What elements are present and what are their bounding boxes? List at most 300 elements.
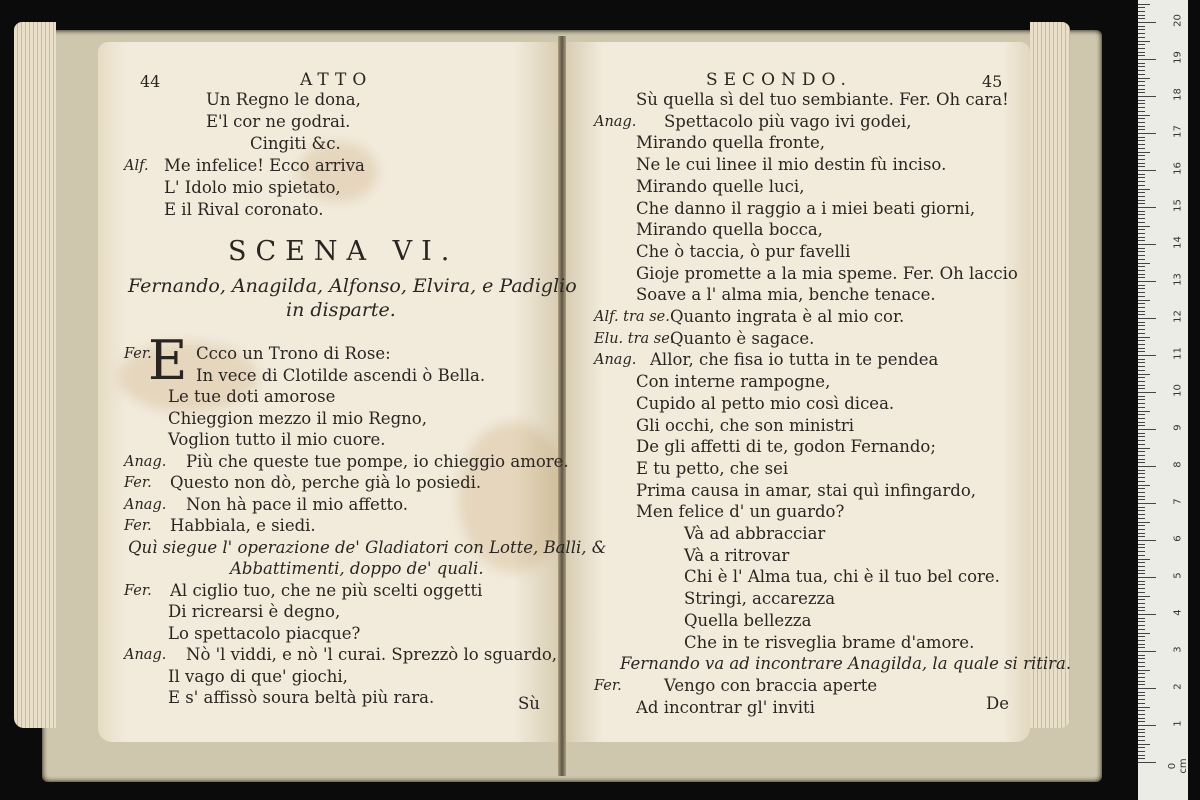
ruler-tick xyxy=(1138,85,1145,86)
ruler-tick xyxy=(1138,547,1145,548)
ruler-tick xyxy=(1138,536,1145,537)
verse-line: Quella bellezza xyxy=(684,610,812,630)
ruler-tick xyxy=(1138,362,1145,363)
ruler-tick xyxy=(1138,270,1145,271)
ruler-tick xyxy=(1138,259,1145,260)
ruler-tick xyxy=(1138,736,1145,737)
ruler-tick xyxy=(1138,566,1145,567)
ruler-tick xyxy=(1138,755,1145,756)
speaker-label: Anag. xyxy=(594,352,637,369)
ruler-tick xyxy=(1138,629,1145,630)
ruler-tick xyxy=(1138,710,1145,711)
verse-line: Il vago di que' giochi, xyxy=(168,666,348,686)
ruler-tick xyxy=(1138,359,1145,360)
ruler-tick xyxy=(1138,618,1145,619)
scene-title: SCENA VI. xyxy=(228,236,459,267)
ruler-tick xyxy=(1138,721,1145,722)
ruler-tick xyxy=(1138,155,1145,156)
ruler-tick xyxy=(1138,66,1145,67)
verse-line: Mirando quella fronte, xyxy=(636,133,826,153)
ruler-tick xyxy=(1138,559,1150,560)
ruler-tick xyxy=(1138,577,1156,578)
verse-line: Di ricrearsi è degno, xyxy=(168,602,341,621)
ruler-tick xyxy=(1138,377,1145,378)
ruler-tick xyxy=(1138,78,1150,79)
ruler-tick xyxy=(1138,418,1145,419)
ruler-tick xyxy=(1138,263,1150,264)
ruler-tick xyxy=(1138,189,1150,190)
verse-line: Sù quella sì del tuo sembiante. Fer. Oh cara! xyxy=(636,90,1009,109)
ruler-tick xyxy=(1138,592,1145,593)
ruler-tick xyxy=(1138,758,1145,759)
ruler-tick xyxy=(1138,207,1156,208)
ruler-tick xyxy=(1138,7,1145,8)
ruler-number: 4 xyxy=(1172,609,1184,616)
ruler-tick xyxy=(1138,596,1150,597)
ruler-tick xyxy=(1138,185,1145,186)
ruler-tick xyxy=(1138,533,1145,534)
ruler-number: 6 xyxy=(1172,535,1184,542)
ruler-tick xyxy=(1138,433,1145,434)
ruler-tick xyxy=(1138,551,1145,552)
ruler-tick xyxy=(1138,163,1145,164)
verse-line: Quanto ingrata è al mio cor. xyxy=(670,307,905,326)
verse-line: Chieggion mezzo il mio Regno, xyxy=(168,408,427,428)
ruler-tick xyxy=(1138,89,1145,90)
ruler-tick xyxy=(1138,333,1145,334)
ruler-tick xyxy=(1138,459,1145,460)
ruler-tick xyxy=(1138,644,1145,645)
ruler-tick xyxy=(1138,614,1156,615)
ruler-tick xyxy=(1138,166,1145,167)
ruler-tick xyxy=(1138,584,1145,585)
verse-line: Vengo con braccia aperte xyxy=(664,675,878,695)
ruler-tick xyxy=(1138,126,1145,127)
verse-line: Chi è l' Alma tua, chi è il tuo bel core. xyxy=(684,567,1000,587)
ruler-tick xyxy=(1138,481,1145,482)
ruler-number: 13 xyxy=(1172,273,1184,286)
speaker-label: Anag. xyxy=(594,113,637,130)
ruler-tick xyxy=(1138,52,1145,53)
ruler-tick xyxy=(1138,118,1145,119)
ruler-tick xyxy=(1138,514,1145,515)
verse-line: Mirando quella bocca, xyxy=(636,220,823,240)
verse-line: E'l cor ne godrai. xyxy=(206,112,351,131)
ruler-tick xyxy=(1138,314,1145,315)
ruler-tick xyxy=(1138,573,1145,574)
ruler-number: 5 xyxy=(1172,572,1184,579)
ruler-tick xyxy=(1138,714,1145,715)
ruler-tick xyxy=(1138,762,1156,763)
ruler-tick xyxy=(1138,81,1145,82)
ruler-tick xyxy=(1138,407,1145,408)
ruler-tick xyxy=(1138,540,1156,541)
ruler-tick xyxy=(1138,137,1145,138)
ruler-tick xyxy=(1138,729,1145,730)
drop-cap: E xyxy=(148,329,188,392)
ruler-tick xyxy=(1138,15,1145,16)
ruler-tick xyxy=(1138,640,1145,641)
verse-line: Che ò taccia, ò pur favelli xyxy=(636,241,851,261)
ruler-tick xyxy=(1138,288,1145,289)
ruler-tick xyxy=(1138,692,1145,693)
ruler-tick xyxy=(1138,544,1145,545)
ruler-tick xyxy=(1138,296,1145,297)
ruler-tick xyxy=(1138,485,1150,486)
ruler-tick xyxy=(1138,681,1145,682)
verse-line: Ne le cui linee il mio destin fù inciso. xyxy=(636,155,947,175)
verse-line: Quanto è sagace. xyxy=(670,328,815,348)
verse-line: Ccco un Trono di Rose: xyxy=(196,344,391,363)
verse-line: Lo spettacolo piacque? xyxy=(168,623,361,643)
ruler-tick xyxy=(1138,414,1145,415)
ruler-tick xyxy=(1138,74,1145,75)
ruler-tick xyxy=(1138,499,1145,500)
ruler-tick xyxy=(1138,718,1145,719)
verse-line: Gli occhi, che son ministri xyxy=(636,415,855,435)
ruler-tick xyxy=(1138,518,1145,519)
ruler-tick xyxy=(1138,666,1145,667)
ruler-number: 15 xyxy=(1172,199,1184,212)
ruler-tick xyxy=(1138,503,1156,504)
ruler-tick xyxy=(1138,103,1145,104)
verse-line: Questo non dò, perche già lo posiedi. xyxy=(170,473,482,492)
ruler-tick xyxy=(1138,300,1150,301)
verse-line: Gioje promette a la mia speme. Fer. Oh laccio xyxy=(636,263,1018,283)
page-number-left: 44 xyxy=(140,72,161,91)
ruler-tick xyxy=(1138,699,1145,700)
speaker-label: Anag. xyxy=(124,453,167,470)
ruler-tick xyxy=(1138,29,1145,30)
verse-line: Abbattimenti, doppo de' quali. xyxy=(230,559,484,578)
ruler-tick xyxy=(1138,329,1145,330)
ruler-tick xyxy=(1138,274,1145,275)
verse-line: Al ciglio tuo, che ne più scelti oggetti xyxy=(170,580,483,600)
ruler-tick xyxy=(1138,370,1145,371)
ruler-number: 2 xyxy=(1172,683,1184,690)
ruler-tick xyxy=(1138,248,1145,249)
ruler-tick xyxy=(1138,174,1145,175)
ruler-tick xyxy=(1138,218,1145,219)
ruler-tick xyxy=(1138,603,1145,604)
ruler-tick xyxy=(1138,610,1145,611)
ruler-tick xyxy=(1138,70,1145,71)
ruler-number: 14 xyxy=(1172,236,1184,249)
ruler-tick xyxy=(1138,655,1145,656)
ruler-tick xyxy=(1138,751,1145,752)
page-number-right: 45 xyxy=(982,72,1003,91)
ruler-tick xyxy=(1138,144,1145,145)
ruler-number: 12 xyxy=(1172,310,1184,323)
ruler-tick xyxy=(1138,436,1145,437)
ruler-tick xyxy=(1138,122,1145,123)
ruler-tick xyxy=(1138,684,1145,685)
ruler-tick xyxy=(1138,152,1150,153)
ruler-tick xyxy=(1138,607,1145,608)
verse-line: Me infelice! Ecco arriva xyxy=(164,156,365,175)
ruler-tick xyxy=(1138,688,1156,689)
verse-line: Mirando quelle luci, xyxy=(636,176,805,196)
ruler-tick xyxy=(1138,385,1145,386)
ruler-tick xyxy=(1138,455,1145,456)
verse-line: Soave a l' alma mia, benche tenace. xyxy=(636,285,936,305)
ruler-number: 7 xyxy=(1172,498,1184,505)
ruler-number: 11 xyxy=(1172,347,1184,360)
ruler-tick xyxy=(1138,22,1156,23)
ruler-tick xyxy=(1138,340,1145,341)
ruler-tick xyxy=(1138,229,1145,230)
ruler-tick xyxy=(1138,211,1145,212)
ruler-tick xyxy=(1138,510,1145,511)
ruler-tick xyxy=(1138,181,1145,182)
running-head-right: SECONDO. xyxy=(706,70,852,90)
speaker-label: Fer. xyxy=(124,346,152,362)
ruler-tick xyxy=(1138,374,1150,375)
ruler-tick xyxy=(1138,451,1145,452)
ruler-tick xyxy=(1138,677,1145,678)
verse-line: Habbiala, e siedi. xyxy=(170,516,316,535)
verse-line: E s' affissò soura beltà più rara. xyxy=(168,688,435,707)
verse-line: Và a ritrovar xyxy=(684,545,790,565)
ruler-tick xyxy=(1138,658,1145,659)
ruler-tick xyxy=(1138,277,1145,278)
ruler-tick xyxy=(1138,11,1145,12)
ruler-tick xyxy=(1138,37,1145,38)
ruler-tick xyxy=(1138,507,1145,508)
speaker-label: Alf. xyxy=(124,158,149,174)
verse-line: E il Rival coronato. xyxy=(164,200,324,219)
right-page-edges xyxy=(1030,22,1070,728)
ruler-tick xyxy=(1138,200,1145,201)
verse-line: Con interne rampogne, xyxy=(636,372,831,392)
measurement-ruler xyxy=(1138,0,1188,800)
ruler-tick xyxy=(1138,388,1145,389)
ruler-tick xyxy=(1138,670,1150,671)
catchword-right: De xyxy=(986,694,1009,713)
ruler-number: 19 xyxy=(1172,51,1184,64)
ruler-tick xyxy=(1138,588,1145,589)
ruler-tick xyxy=(1138,48,1145,49)
ruler-tick xyxy=(1138,159,1145,160)
ruler-tick xyxy=(1138,281,1156,282)
ruler-tick xyxy=(1138,344,1145,345)
ruler-tick xyxy=(1138,59,1156,60)
ruler-tick xyxy=(1138,732,1145,733)
ruler-tick xyxy=(1138,226,1150,227)
ruler-tick xyxy=(1138,214,1145,215)
ruler-tick xyxy=(1138,488,1145,489)
ruler-tick xyxy=(1138,251,1145,252)
ruler-tick xyxy=(1138,647,1145,648)
ruler-number: 18 xyxy=(1172,88,1184,101)
ruler-tick xyxy=(1138,470,1145,471)
ruler-number: 20 xyxy=(1172,14,1184,27)
ruler-tick xyxy=(1138,222,1145,223)
ruler-tick xyxy=(1138,307,1145,308)
speaker-label: Fer. xyxy=(124,475,152,491)
ruler-number: 9 xyxy=(1172,424,1184,431)
ruler-tick xyxy=(1138,41,1150,42)
ruler-tick xyxy=(1138,355,1156,356)
catchword-left: Sù xyxy=(518,694,540,713)
ruler-tick xyxy=(1138,633,1150,634)
verse-line: Quì siegue l' operazione de' Gladiatori con Lotte, Balli, & xyxy=(128,537,607,557)
speaker-label: Anag. xyxy=(124,647,167,663)
ruler-tick xyxy=(1138,240,1145,241)
ruler-tick xyxy=(1138,18,1145,19)
ruler-tick xyxy=(1138,366,1145,367)
verse-line: Cupido al petto mio così dicea. xyxy=(636,393,895,413)
ruler-tick xyxy=(1138,599,1145,600)
verse-line: Cingiti &c. xyxy=(250,134,341,153)
speaker-label: Fer. xyxy=(594,677,622,694)
ruler-tick xyxy=(1138,662,1145,663)
ruler-tick xyxy=(1138,255,1145,256)
ruler-number: 1 xyxy=(1172,720,1184,727)
ruler-tick xyxy=(1138,55,1145,56)
ruler-tick xyxy=(1138,140,1145,141)
ruler-tick xyxy=(1138,651,1156,652)
ruler-tick xyxy=(1138,555,1145,556)
ruler-tick xyxy=(1138,44,1145,45)
ruler-tick xyxy=(1138,177,1145,178)
ruler-tick xyxy=(1138,695,1145,696)
ruler-tick xyxy=(1138,196,1145,197)
verse-line: L' Idolo mio spietato, xyxy=(164,178,341,197)
ruler-tick xyxy=(1138,311,1145,312)
ruler-tick xyxy=(1138,403,1145,404)
gutter xyxy=(558,36,566,776)
ruler-tick xyxy=(1138,425,1145,426)
ruler-tick xyxy=(1138,266,1145,267)
ruler-tick xyxy=(1138,581,1145,582)
ruler-tick xyxy=(1138,170,1156,171)
ruler-tick xyxy=(1138,100,1145,101)
verse-line: E tu petto, che sei xyxy=(636,458,789,478)
verse-line: Men felice d' un guardo? xyxy=(636,502,845,522)
verse-line: De gli affetti di te, godon Fernando; xyxy=(636,437,936,457)
ruler-tick xyxy=(1138,115,1150,116)
ruler-tick xyxy=(1138,707,1150,708)
ruler-number: 17 xyxy=(1172,125,1184,138)
verse-line: Stringi, accarezza xyxy=(684,589,836,609)
ruler-tick xyxy=(1138,448,1150,449)
ruler-tick xyxy=(1138,522,1150,523)
verse-line: Le tue doti amorose xyxy=(168,387,336,406)
speaker-label: Elu. tra se. xyxy=(594,330,675,347)
ruler-tick xyxy=(1138,422,1145,423)
ruler-tick xyxy=(1138,396,1145,397)
ruler-tick xyxy=(1138,496,1145,497)
ruler-tick xyxy=(1138,237,1145,238)
verse-line: Fernando va ad incontrare Anagilda, la quale si ritira. xyxy=(620,654,1072,674)
ruler-tick xyxy=(1138,111,1145,112)
ruler-tick xyxy=(1138,477,1145,478)
ruler-tick xyxy=(1138,96,1156,97)
ruler-tick xyxy=(1138,725,1156,726)
verse-line: Allor, che fisa io tutta in te pendea xyxy=(650,350,939,370)
ruler-number: 8 xyxy=(1172,461,1184,468)
speaker-label: Anag. xyxy=(124,496,167,513)
verse-line: Non hà pace il mio affetto. xyxy=(186,494,408,514)
ruler-tick xyxy=(1138,673,1145,674)
ruler-tick xyxy=(1138,381,1145,382)
ruler-tick xyxy=(1138,492,1145,493)
ruler-tick xyxy=(1138,325,1145,326)
ruler-tick xyxy=(1138,244,1156,245)
ruler-tick xyxy=(1138,429,1156,430)
verse-line: Un Regno le dona, xyxy=(206,90,361,109)
ruler-tick xyxy=(1138,33,1145,34)
ruler-tick xyxy=(1138,129,1145,130)
ruler-tick xyxy=(1138,4,1150,5)
ruler-tick xyxy=(1138,107,1145,108)
ruler-tick xyxy=(1138,744,1150,745)
ruler-tick xyxy=(1138,399,1145,400)
ruler-tick xyxy=(1138,703,1145,704)
ruler-tick xyxy=(1138,63,1145,64)
ruler-tick xyxy=(1138,303,1145,304)
ruler-tick xyxy=(1138,411,1150,412)
verse-line: Più che queste tue pompe, io chieggio amore. xyxy=(186,451,569,471)
verse-line: Che in te risveglia brame d'amore. xyxy=(684,632,975,652)
ruler-tick xyxy=(1138,747,1145,748)
running-head-left: ATTO xyxy=(300,70,373,90)
ruler-tick xyxy=(1138,625,1145,626)
ruler-tick xyxy=(1138,525,1145,526)
ruler-tick xyxy=(1138,529,1145,530)
verse-line: In vece di Clotilde ascendi ò Bella. xyxy=(196,365,486,385)
ruler-tick xyxy=(1138,26,1145,27)
cast-line: Fernando, Anagilda, Alfonso, Elvira, e Padiglio xyxy=(128,275,577,297)
ruler-tick xyxy=(1138,233,1145,234)
ruler-tick xyxy=(1138,322,1145,323)
verse-line: Prima causa in amar, stai quì infingardo, xyxy=(636,480,977,500)
ruler-tick xyxy=(1138,148,1145,149)
verse-line: Voglion tutto il mio cuore. xyxy=(168,430,386,449)
ruler-tick xyxy=(1138,318,1156,319)
speaker-label: Fer. xyxy=(124,518,152,534)
cast-line: in disparte. xyxy=(286,299,396,321)
verse-line: Spettacolo più vago ivi godei, xyxy=(664,111,912,131)
ruler-tick xyxy=(1138,92,1145,93)
ruler-tick xyxy=(1138,392,1156,393)
verse-line: Nò 'l viddi, e nò 'l curai. Sprezzò lo sguardo, xyxy=(186,645,558,664)
ruler-tick xyxy=(1138,351,1145,352)
ruler-tick xyxy=(1138,337,1150,338)
verse-line: Ad incontrar gl' inviti xyxy=(636,697,815,717)
ruler-tick xyxy=(1138,636,1145,637)
ruler-number: 10 xyxy=(1172,384,1184,397)
speaker-label: Fer. xyxy=(124,582,152,599)
ruler-tick xyxy=(1138,203,1145,204)
ruler-number: 3 xyxy=(1172,646,1184,653)
ruler-tick xyxy=(1138,562,1145,563)
ruler-number: 16 xyxy=(1172,162,1184,175)
ruler-tick xyxy=(1138,621,1145,622)
ruler-tick xyxy=(1138,462,1145,463)
ruler-tick xyxy=(1138,133,1156,134)
ruler-tick xyxy=(1138,292,1145,293)
ruler-tick xyxy=(1138,348,1145,349)
verse-line: Và ad abbracciar xyxy=(684,524,826,543)
ruler-tick xyxy=(1138,192,1145,193)
verse-line: Che danno il raggio a i miei beati giorni, xyxy=(636,198,976,218)
ruler-tick xyxy=(1138,473,1145,474)
ruler-tick xyxy=(1138,570,1145,571)
ruler-number: 0 cm xyxy=(1167,758,1189,774)
left-page-edges xyxy=(14,22,56,728)
